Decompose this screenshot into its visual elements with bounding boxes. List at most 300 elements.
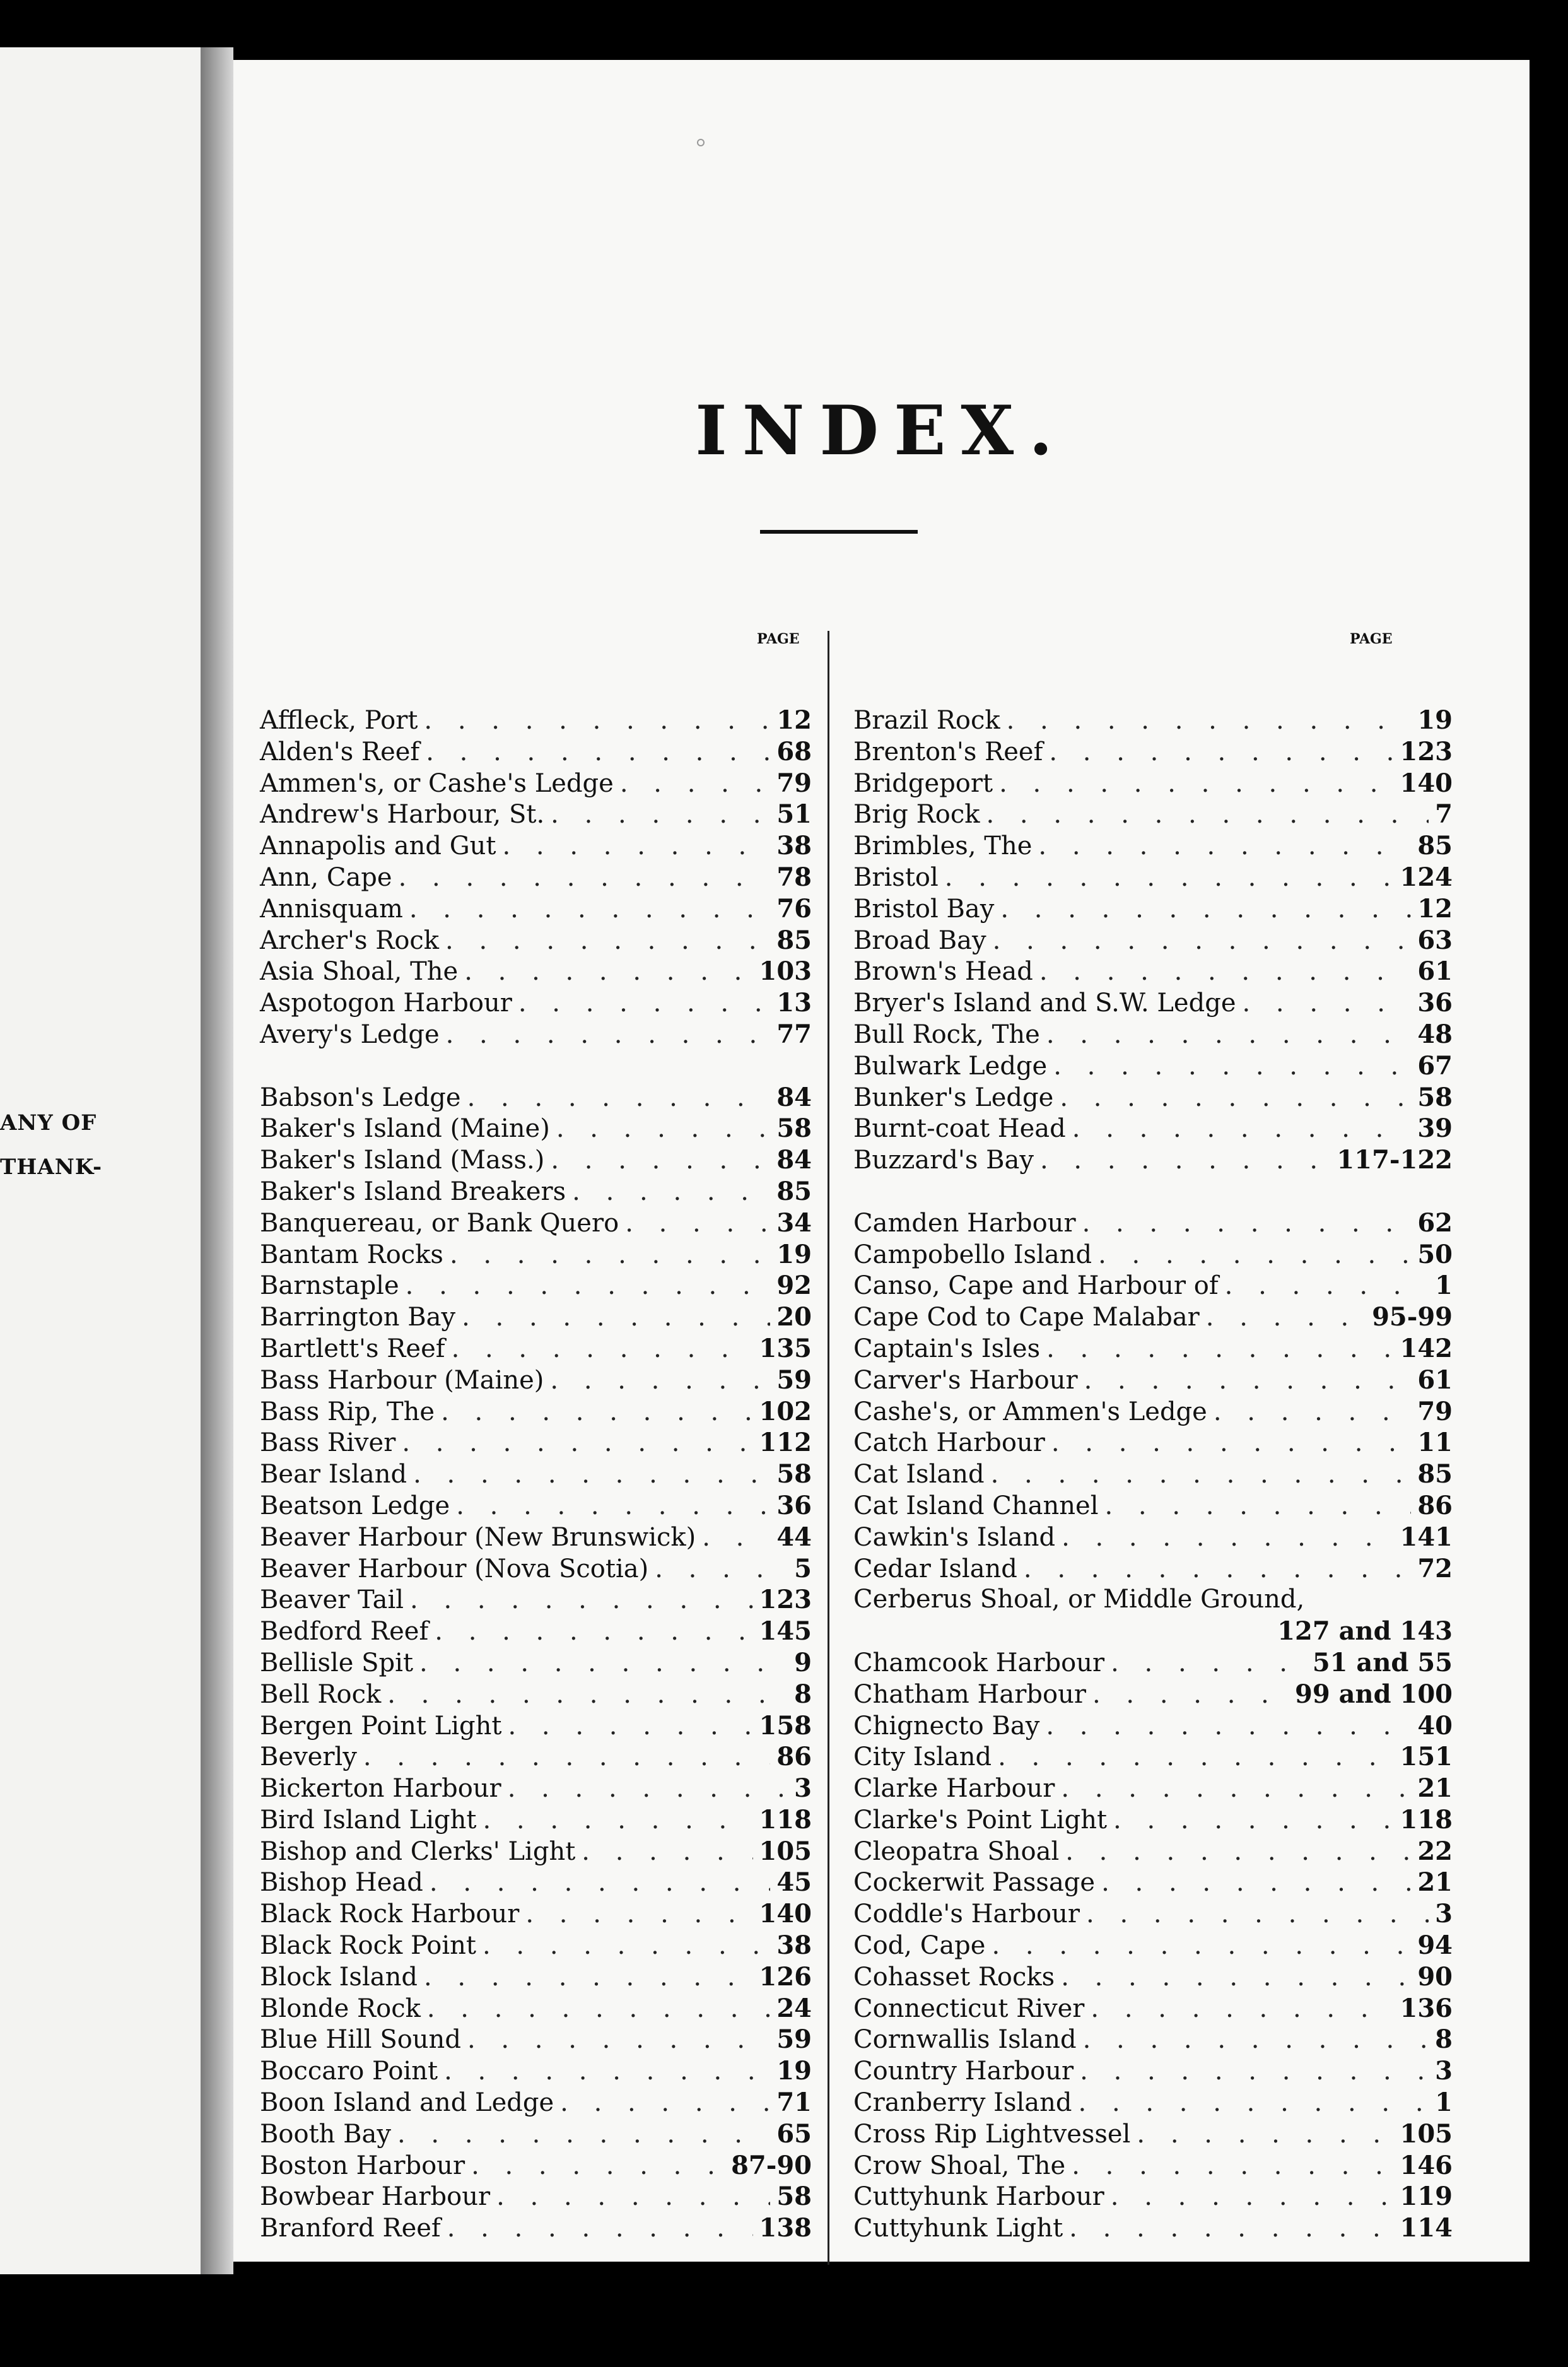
index-entry [260, 2056, 812, 2088]
entry-name: Brown's Head [853, 957, 1033, 987]
index-entry [260, 1302, 812, 1334]
entry-page: 112 [759, 1428, 812, 1458]
facing-page-text-line-1: ANY OF [0, 1110, 97, 1136]
entry-page: 90 [1417, 1961, 1453, 1992]
dot-leader [441, 1397, 752, 1426]
facing-page-text-line-2: THANK- [0, 1154, 103, 1180]
index-entry [260, 1585, 812, 1616]
entry-name: Ammen's, or Cashe's Ledge [260, 768, 614, 798]
index-entry [260, 799, 812, 831]
dot-leader [1086, 1900, 1429, 1929]
index-entry [853, 1051, 1453, 1083]
index-entry [260, 1083, 812, 1114]
entry-page: 19 [776, 1239, 812, 1269]
index-entry [260, 1145, 812, 1177]
entry-name: Alden's Reef [260, 737, 420, 766]
index-entry [853, 1302, 1453, 1334]
entry-page: 71 [776, 2088, 812, 2118]
entry-page: 95-99 [1372, 1302, 1453, 1332]
index-entry [853, 1585, 1453, 1616]
entry-name: Cleopatra Shoal [853, 1836, 1060, 1866]
facing-page [0, 47, 201, 2274]
index-entry [853, 831, 1453, 862]
entry-page: 7 [1435, 799, 1453, 830]
entry-page: 99 and 100 [1295, 1679, 1453, 1709]
entry-name: Baker's Island (Maine) [260, 1114, 550, 1144]
dot-leader [430, 1868, 770, 1897]
index-entry [260, 1113, 812, 1145]
entry-name: Bridgeport [853, 768, 993, 798]
dot-leader [496, 2182, 770, 2211]
entry-name: Baker's Island Breakers [260, 1177, 566, 1206]
entry-page: 79 [1417, 1396, 1453, 1426]
dot-leader [945, 863, 1394, 892]
entry-name: Brenton's Reef [853, 737, 1043, 766]
dot-leader [444, 2057, 770, 2086]
entry-page: 85 [776, 925, 812, 955]
index-entry [260, 1240, 812, 1271]
index-entry [260, 2119, 812, 2151]
entry-name: Bear Island [260, 1460, 407, 1489]
dot-leader [560, 2088, 770, 2117]
entry-name: Bowbear Harbour [260, 2182, 491, 2212]
entry-page: 58 [776, 1113, 812, 1144]
dot-leader [363, 1742, 770, 1771]
entry-page: 51 and 55 [1312, 1647, 1453, 1677]
entry-name: Bass Rip, The [260, 1397, 435, 1426]
entry-name: Baker's Island (Mass.) [260, 1146, 545, 1175]
entry-name: Booth Bay [260, 2119, 391, 2149]
entry-name: Boston Harbour [260, 2151, 465, 2180]
dot-leader [387, 1680, 788, 1709]
index-entry [853, 1648, 1453, 1679]
index-entry [260, 768, 812, 800]
dot-leader [467, 2025, 770, 2054]
entry-page: 61 [1417, 1365, 1453, 1395]
entry-name: Cod, Cape [853, 1931, 986, 1961]
dot-leader [551, 1146, 770, 1175]
entry-name: Beverly [260, 1742, 357, 1772]
entry-page: 24 [776, 1993, 812, 2023]
dot-leader [1051, 1428, 1412, 1457]
entry-name: Clarke's Point Light [853, 1805, 1108, 1835]
dot-leader [702, 1523, 770, 1552]
dot-leader [427, 1994, 770, 2023]
dot-leader [1000, 895, 1411, 924]
entry-page: 85 [1417, 1459, 1453, 1489]
index-entry [260, 1491, 812, 1522]
dot-leader [1225, 1271, 1429, 1300]
entry-page: 138 [759, 2213, 812, 2243]
entry-page: 59 [776, 2024, 812, 2055]
entry-name: Block Island [260, 1962, 418, 1992]
index-entry [260, 862, 812, 894]
dot-leader [413, 1460, 770, 1489]
entry-name: Cashe's, or Ammen's Ledge [853, 1397, 1207, 1426]
index-entry [853, 1962, 1453, 1994]
entry-name: Affleck, Port [260, 706, 418, 735]
index-entry [853, 925, 1453, 957]
entry-name: Catch Harbour [853, 1428, 1045, 1458]
dot-leader [1242, 989, 1411, 1018]
index-entry [853, 705, 1453, 737]
dot-leader [1046, 1712, 1411, 1741]
index-entry [853, 1334, 1453, 1365]
entry-page: 61 [1417, 956, 1453, 987]
entry-page: 8 [1435, 2024, 1453, 2055]
dot-leader [1072, 2151, 1393, 2180]
dot-leader [456, 1491, 770, 1520]
entry-page: 126 [759, 1961, 812, 1992]
entry-page: 58 [1417, 1082, 1453, 1112]
dot-leader [572, 1177, 770, 1206]
entry-name: Chignecto Bay [853, 1711, 1040, 1741]
index-entry [853, 2119, 1453, 2151]
index-entry [853, 1742, 1453, 1773]
dot-leader [467, 1083, 771, 1112]
index-entry [260, 2088, 812, 2119]
entry-name: Broad Bay [853, 925, 986, 955]
entry-page: 141 [1400, 1522, 1453, 1552]
entry-page: 94 [1417, 1930, 1453, 1961]
entry-name: Branford Reef [260, 2214, 441, 2243]
title-rule [760, 530, 918, 534]
dot-leader [1137, 2120, 1393, 2149]
index-entry [853, 1522, 1453, 1554]
entry-page: 36 [776, 1490, 812, 1520]
index-entry [853, 1930, 1453, 1962]
entry-name: Barnstaple [260, 1271, 399, 1301]
dot-leader [1091, 1994, 1393, 2023]
index-entry [260, 737, 812, 768]
section-gap [853, 1177, 1453, 1208]
entry-name: Bird Island Light [260, 1805, 477, 1835]
index-entry [260, 831, 812, 862]
entry-page: 123 [759, 1585, 812, 1615]
entry-name: Annapolis and Gut [260, 831, 496, 861]
entry-name: Ann, Cape [260, 862, 392, 892]
entry-name: Cat Island Channel [853, 1491, 1099, 1520]
dot-leader [556, 1114, 771, 1143]
paper-speck [697, 139, 705, 146]
entry-page: 114 [1400, 2213, 1453, 2243]
entry-name: Connecticut River [853, 1994, 1085, 2023]
dot-leader [409, 895, 770, 924]
entry-page: 44 [776, 1522, 812, 1552]
entry-name: Aspotogon Harbour [260, 989, 512, 1018]
dot-leader [424, 706, 770, 735]
dot-leader [1206, 1303, 1366, 1332]
entry-page: 9 [794, 1647, 812, 1677]
dot-leader [410, 1585, 752, 1614]
entry-page: 62 [1417, 1207, 1453, 1238]
entry-name: Bell Rock [260, 1679, 382, 1709]
entry-page: 145 [759, 1616, 812, 1647]
dot-leader [998, 1742, 1393, 1771]
entry-page: 105 [1400, 2118, 1453, 2149]
entry-name: Carver's Harbour [853, 1365, 1078, 1395]
entry-name: Canso, Cape and Harbour of [853, 1271, 1219, 1301]
dot-leader [1214, 1397, 1412, 1426]
index-entry [853, 737, 1453, 768]
entry-name: Bristol Bay [853, 894, 995, 924]
entry-name: Banquereau, or Bank Quero [260, 1208, 619, 1238]
index-entry [853, 956, 1453, 988]
entry-name: Campobello Island [853, 1240, 1092, 1269]
index-entry [853, 1208, 1453, 1240]
entry-name: Cuttyhunk Harbour [853, 2182, 1104, 2212]
dot-leader [447, 2214, 753, 2243]
index-entry [853, 1145, 1453, 1177]
index-entry [853, 1459, 1453, 1491]
entry-name: Bull Rock, The [853, 1019, 1040, 1049]
index-entry [853, 1397, 1453, 1428]
entry-name: Cawkin's Island [853, 1522, 1056, 1552]
dot-leader [399, 863, 771, 892]
entry-page: 118 [759, 1804, 812, 1835]
index-entry [260, 1805, 812, 1836]
dot-leader [1062, 1523, 1393, 1552]
dot-leader [582, 1837, 752, 1866]
dot-leader [620, 769, 771, 798]
index-entry [260, 2151, 812, 2182]
entry-name: Bishop and Clerks' Light [260, 1836, 576, 1866]
entry-name: Barrington Bay [260, 1303, 456, 1332]
dot-leader [1039, 957, 1411, 986]
entry-name: Bulwark Ledge [853, 1051, 1048, 1081]
dot-leader [483, 1931, 770, 1960]
dot-leader [1046, 1334, 1393, 1363]
dot-leader [1082, 1209, 1412, 1238]
dot-leader [464, 957, 752, 986]
entry-page: 136 [1400, 1993, 1453, 2023]
entry-page: 140 [759, 1899, 812, 1929]
dot-leader [1084, 1366, 1412, 1395]
entry-page: 34 [776, 1207, 812, 1238]
index-entry [853, 1428, 1453, 1459]
index-entry [853, 1836, 1453, 1868]
index-entry [260, 1208, 812, 1240]
index-entry [853, 1491, 1453, 1522]
entry-name: Bishop Head [260, 1868, 423, 1898]
entry-page: 1 [1435, 2088, 1453, 2118]
entry-name: Chamcook Harbour [853, 1648, 1105, 1677]
entry-page: 103 [759, 956, 812, 987]
entry-name: Clarke Harbour [853, 1774, 1055, 1804]
dot-leader [435, 1617, 752, 1646]
index-entry [853, 1240, 1453, 1271]
entry-page: 119 [1400, 2182, 1453, 2212]
entry-name: Black Rock Harbour [260, 1900, 520, 1929]
dot-leader [1038, 831, 1411, 860]
index-entry [260, 1554, 812, 1585]
column-divider [828, 631, 829, 2265]
entry-page: 3 [1435, 1899, 1453, 1929]
entry-name: Beatson Ledge [260, 1491, 450, 1520]
entry-page: 72 [1417, 1553, 1453, 1583]
entry-page: 146 [1400, 2150, 1453, 2180]
entry-name: Cross Rip Lightvessel [853, 2119, 1131, 2149]
dot-leader [625, 1209, 770, 1238]
entry-page: 5 [794, 1553, 812, 1583]
entry-name: Blonde Rock [260, 1994, 421, 2023]
index-entry [853, 1805, 1453, 1836]
index-entry [853, 1994, 1453, 2025]
index-entry [853, 1899, 1453, 1930]
dot-leader [426, 737, 770, 766]
index-entry [853, 1019, 1453, 1051]
entry-page: 1 [1435, 1271, 1453, 1301]
entry-page: 85 [776, 1176, 812, 1206]
index-entry [260, 894, 812, 925]
index-entry [260, 1773, 812, 1805]
index-entry [853, 1271, 1453, 1302]
entry-name: Bantam Rocks [260, 1240, 443, 1269]
dot-leader [525, 1900, 752, 1929]
entry-page: 36 [1417, 988, 1453, 1018]
dot-leader [550, 1366, 770, 1395]
entry-name: Country Harbour [853, 2057, 1074, 2086]
dot-leader [1049, 737, 1393, 766]
dot-leader [471, 2151, 725, 2180]
entry-page: 19 [776, 2056, 812, 2086]
entry-page: 21 [1417, 1867, 1453, 1898]
entry-page: 59 [776, 1365, 812, 1395]
dot-leader [1113, 1806, 1393, 1835]
entry-name: Coddle's Harbour [853, 1900, 1080, 1929]
entry-name: Brazil Rock [853, 706, 1000, 735]
entry-page: 58 [776, 2182, 812, 2212]
entry-page: 48 [1417, 1019, 1453, 1049]
entry-page: 63 [1417, 925, 1453, 955]
index-entry [853, 862, 1453, 894]
dot-leader [445, 926, 770, 955]
entry-name: Bunker's Ledge [853, 1083, 1054, 1112]
dot-leader [1061, 1774, 1411, 1803]
entry-name: Chatham Harbour [853, 1679, 1086, 1709]
index-entry [260, 705, 812, 737]
entry-page: 86 [1417, 1490, 1453, 1520]
index-entry [260, 1019, 812, 1051]
index-entry [260, 1899, 812, 1930]
index-entry [853, 2213, 1453, 2245]
entry-page: 13 [776, 988, 812, 1018]
entry-name: Blue Hill Sound [260, 2025, 461, 2055]
entry-name: Cape Cod to Cape Malabar [853, 1303, 1200, 1332]
dot-leader [419, 1648, 788, 1677]
dot-leader [508, 1774, 788, 1803]
index-entry [853, 1616, 1453, 1648]
index-entry [260, 1459, 812, 1491]
index-entry [260, 1994, 812, 2025]
index-entry [260, 2024, 812, 2056]
index-entry [260, 1930, 812, 1962]
entry-page: 151 [1400, 1742, 1453, 1772]
index-entry [260, 1271, 812, 1302]
index-entry [260, 1616, 812, 1648]
page-title: INDEX. [695, 391, 1068, 471]
index-entry [853, 1113, 1453, 1145]
index-entry [853, 1679, 1453, 1711]
entry-page: 45 [776, 1867, 812, 1898]
index-entry [853, 894, 1453, 925]
index-entry [853, 799, 1453, 831]
dot-leader [1101, 1868, 1411, 1897]
index-entry [260, 956, 812, 988]
index-entry [260, 988, 812, 1019]
entry-page: 38 [776, 1930, 812, 1961]
dot-leader [1007, 706, 1412, 735]
entry-page: 3 [1435, 2056, 1453, 2086]
entry-page: 39 [1417, 1113, 1453, 1144]
entry-page: 117-122 [1337, 1145, 1453, 1175]
dot-leader [1053, 1052, 1411, 1081]
index-entry [260, 1177, 812, 1208]
index-entry [260, 1836, 812, 1868]
entry-page: 79 [776, 768, 812, 798]
entry-name: Bartlett's Reef [260, 1334, 445, 1363]
dot-leader [1105, 1491, 1412, 1520]
entry-name: Cohasset Rocks [853, 1962, 1055, 1992]
entry-page: 102 [759, 1396, 812, 1426]
index-entry [260, 1711, 812, 1742]
entry-name: Beaver Harbour (New Brunswick) [260, 1522, 696, 1552]
entry-name: Cranberry Island [853, 2088, 1072, 2118]
entry-page: 140 [1400, 768, 1453, 798]
entry-page: 11 [1417, 1428, 1453, 1458]
dot-leader [1098, 1240, 1411, 1269]
entry-name: Beaver Tail [260, 1585, 404, 1615]
dot-leader [993, 926, 1412, 955]
entry-name: Bellisle Spit [260, 1648, 414, 1677]
entry-name: Beaver Harbour (Nova Scotia) [260, 1554, 649, 1583]
entry-page: 92 [776, 1271, 812, 1301]
index-entry [260, 1397, 812, 1428]
index-entry [853, 1365, 1453, 1397]
entry-name: Cat Island [853, 1460, 985, 1489]
index-entry [853, 988, 1453, 1019]
page-column-header-left: PAGE [757, 631, 800, 647]
dot-leader [1083, 2025, 1429, 2054]
dot-leader [508, 1712, 752, 1741]
index-column-left [260, 705, 812, 2245]
dot-leader [397, 2120, 770, 2149]
entry-page: 21 [1417, 1773, 1453, 1804]
dot-leader [1072, 1114, 1412, 1143]
entry-page: 118 [1400, 1804, 1453, 1835]
entry-name: Boon Island and Ledge [260, 2088, 554, 2118]
index-entry [260, 1962, 812, 1994]
index-entry [853, 2024, 1453, 2056]
dot-leader [655, 1554, 788, 1583]
entry-page: 58 [776, 1459, 812, 1489]
entry-name: Crow Shoal, The [853, 2151, 1066, 2180]
dot-leader [1040, 1146, 1330, 1175]
entry-name: Cornwallis Island [853, 2025, 1077, 2055]
entry-page: 77 [776, 1019, 812, 1049]
entry-name: Bryer's Island and S.W. Ledge [853, 989, 1236, 1018]
index-entry [853, 2056, 1453, 2088]
entry-name: Bergen Point Light [260, 1711, 502, 1741]
index-entry [260, 1679, 812, 1711]
dot-leader [1024, 1554, 1411, 1583]
dot-leader [1079, 2088, 1429, 2117]
index-entry [260, 2213, 812, 2245]
entry-page: 65 [776, 2118, 812, 2149]
entry-page: 135 [759, 1333, 812, 1363]
entry-name: Bass Harbour (Maine) [260, 1365, 544, 1395]
entry-name: Cuttyhunk Light [853, 2214, 1063, 2243]
